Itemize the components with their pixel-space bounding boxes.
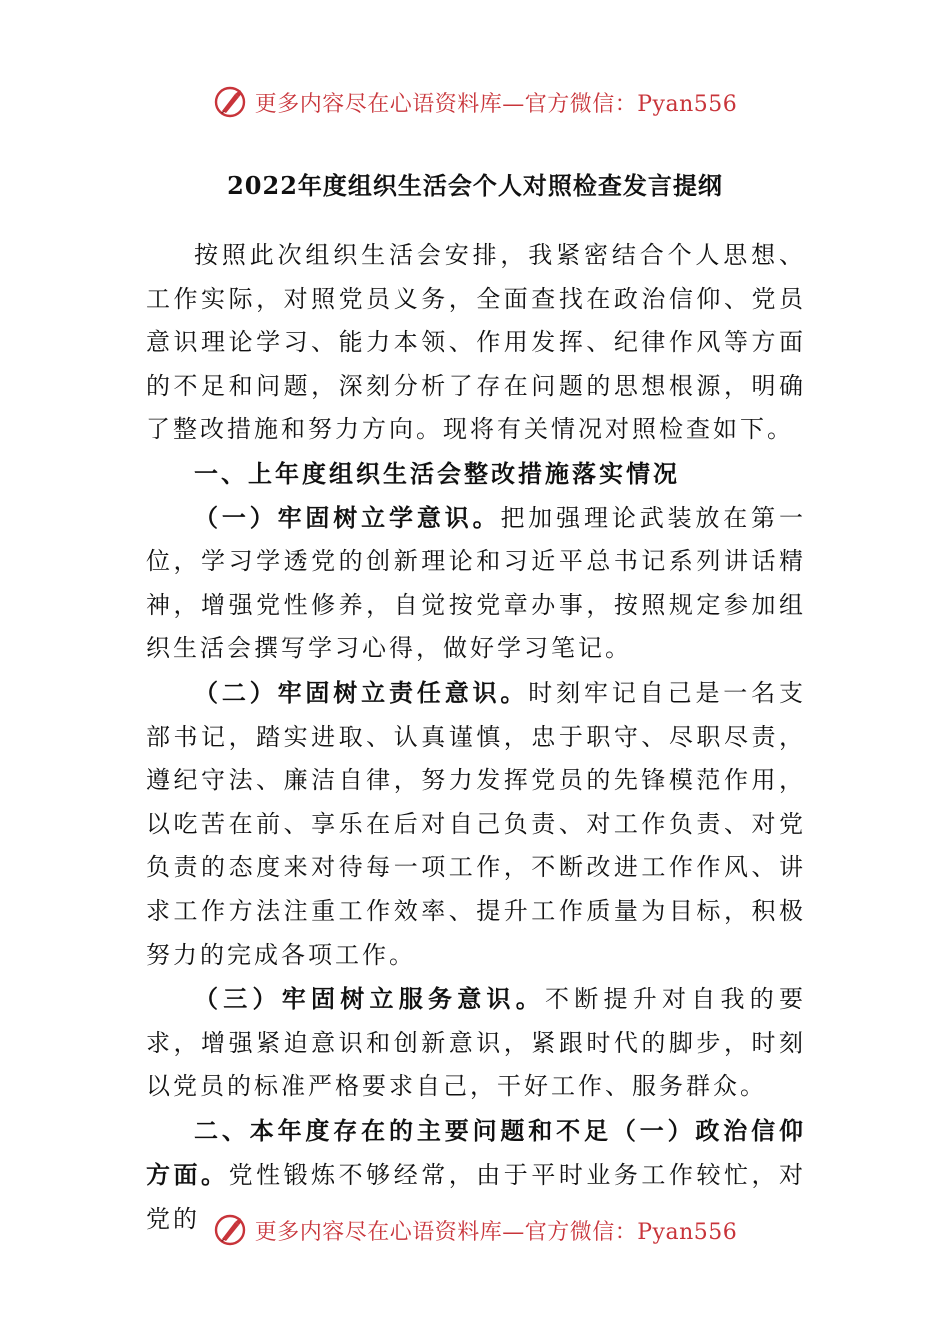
section2-lead: 二、本年度存在的主要问题和不足（一）政治信仰方面。 — [146, 1115, 806, 1190]
item1-text: 把加强理论武装放在第一位，学习学透党的创新理论和习近平总书记系列讲话精神，增强党性修养，自觉按党章办事，按照规定参加组织生活会撰写学习心得，做好学习笔记。 — [146, 503, 807, 663]
item1-lead: （一）牢固树立学意识。 — [194, 502, 501, 532]
section2-text: 党性锻炼不够经常，由于平时业务工作较忙，对党的 — [146, 1161, 807, 1234]
document-title: 2022年度组织生活会个人对照检查发言提纲 — [227, 171, 723, 200]
quill-pen-logo-icon — [213, 1213, 247, 1247]
item2-paragraph — [146, 671, 806, 977]
item3-text: 不断提升对自我的要求，增强紧迫意识和创新意识，紧跟时代的脚步，时刻以党员的标准严格要求自己，干好工作、服务群众。 — [146, 985, 806, 1101]
header-watermark — [0, 80, 950, 124]
footer-watermark — [0, 1208, 950, 1252]
section1-heading: 一、上年度组织生活会整改措施落实情况 — [194, 458, 680, 488]
item1-paragraph — [146, 496, 806, 671]
watermark-text: 更多内容尽在心语资料库—官方微信：Pyan556 — [254, 1219, 738, 1245]
watermark-text: 更多内容尽在心语资料库—官方微信：Pyan556 — [254, 91, 738, 117]
item2-text: 时刻牢记自己是一名支部书记，踏实进取、认真谨慎，忠于职守、尽职尽责，遵纪守法、廉洁自律，努力发挥党员的先锋模范作用，以吃苦在前、享乐在后对自己负责、对工作负责、对党负责的态度来对待每一项工作，不断改进工作作风、讲求工作方法注重工作效率、提升工作质量为目标，积极努力的完成各项工作。 — [146, 678, 807, 969]
document-body — [146, 234, 806, 1242]
intro-paragraph: 按照此次组织生活会安排，我紧密结合个人思想、工作实际，对照党员义务，全面查找在政治信仰、党员意识理论学习、能力本领、作用发挥、纪律作风等方面的不足和问题，深刻分析了存在问题的思想根源，明确了整改措施和努力方向。现将有关情况对照检查如下。 — [146, 241, 806, 444]
item3-paragraph — [146, 977, 806, 1109]
item3-lead: （三）牢固树立服务意识。 — [194, 984, 545, 1014]
quill-pen-logo-icon — [213, 85, 247, 119]
item2-lead: （二）牢固树立责任意识。 — [194, 677, 529, 707]
